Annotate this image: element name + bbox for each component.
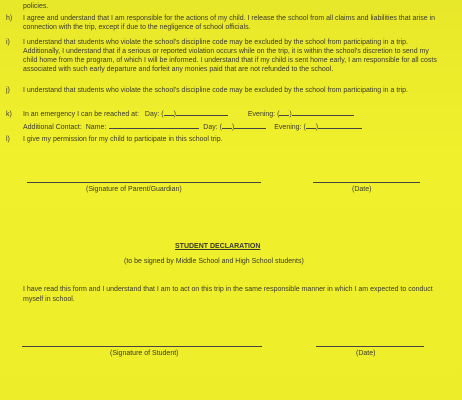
clause-i-text: I understand that students who violate the school's discipline code may be excluded by the school from participating in a trip. Additionally, I understand that if a serious or reported violation occurs while on the trip, it is within the school's discretion to send my child home from the program, of which I will be informed. I understand that if my child is sent home early, I am responsible for all costs associated with such early departure and forfeit any monies paid that are not refunded to the school.: [23, 39, 437, 73]
additional-name-field[interactable]: [109, 122, 199, 129]
emergency-evening-phone-field[interactable]: [292, 109, 354, 116]
additional-day-paren: ): [231, 124, 235, 131]
additional-evening-label: Evening: (: [274, 124, 306, 131]
parent-signature-line[interactable]: [27, 182, 261, 183]
additional-evening-phone-field[interactable]: [315, 122, 362, 131]
student-signature-caption: (Signature of Student): [110, 350, 179, 357]
additional-evening-area-code-field[interactable]: [306, 122, 319, 131]
clause-i: [6, 38, 446, 84]
emergency-day-label: Day: (: [144, 111, 164, 118]
student-signature-line[interactable]: [22, 346, 262, 347]
emergency-day-phone-field[interactable]: [173, 109, 228, 118]
parent-date-line[interactable]: [313, 182, 420, 183]
clause-h: [6, 14, 446, 34]
top-fragment: policies.: [23, 3, 49, 10]
declaration-subheading: (to be signed by Middle School and High School students): [124, 258, 304, 265]
emergency-label: In an emergency I can be reached at:: [23, 111, 139, 118]
clause-j-text: I understand that students who violate the school's discipline code may be excluded by the school from participating in a trip.: [23, 87, 408, 94]
additional-day-area-code-field[interactable]: [222, 122, 235, 131]
emergency-row: [6, 109, 354, 119]
clause-i-letter: i): [6, 39, 10, 46]
permission-text: I give my permission for my child to participate in this school trip.: [23, 136, 223, 143]
additional-name-label: Name:: [85, 124, 107, 131]
emergency-evening-label: Evening: (: [247, 111, 280, 118]
declaration-body: I have read this form and I understand that I am to act on this trip in the same responsible manner in which I am expected to conduct myself in school.: [23, 286, 433, 303]
permission-letter: l): [6, 136, 10, 143]
additional-evening-paren: ): [315, 124, 319, 131]
additional-contact-row: [23, 122, 362, 132]
student-date-line[interactable]: [316, 346, 424, 347]
student-date-caption: (Date): [356, 350, 376, 357]
emergency-evening-area-code-field[interactable]: [279, 109, 292, 118]
declaration-heading: STUDENT DECLARATION: [175, 243, 261, 250]
emergency-letter: k): [6, 111, 12, 118]
additional-day-phone-field[interactable]: [231, 122, 266, 131]
clause-h-letter: h): [6, 15, 13, 22]
additional-contact-label: Additional Contact:: [23, 124, 82, 131]
parent-date-caption: (Date): [352, 186, 372, 193]
emergency-day-paren: ): [173, 111, 176, 118]
clause-j: [6, 86, 446, 106]
additional-day-label: Day: (: [203, 124, 222, 131]
clause-h-text: I agree and understand that I am responsible for the actions of my child. I release the school from all claims and liabilities that arise in connection with the trip, except if due to the negligence of school officials.: [23, 15, 436, 31]
emergency-day-area-code-field[interactable]: [164, 109, 174, 116]
clause-j-letter: j): [6, 87, 10, 94]
emergency-evening-paren: ): [289, 111, 292, 118]
permission-row: [6, 135, 223, 144]
parent-signature-caption: (Signature of Parent/Guardian): [86, 186, 182, 193]
